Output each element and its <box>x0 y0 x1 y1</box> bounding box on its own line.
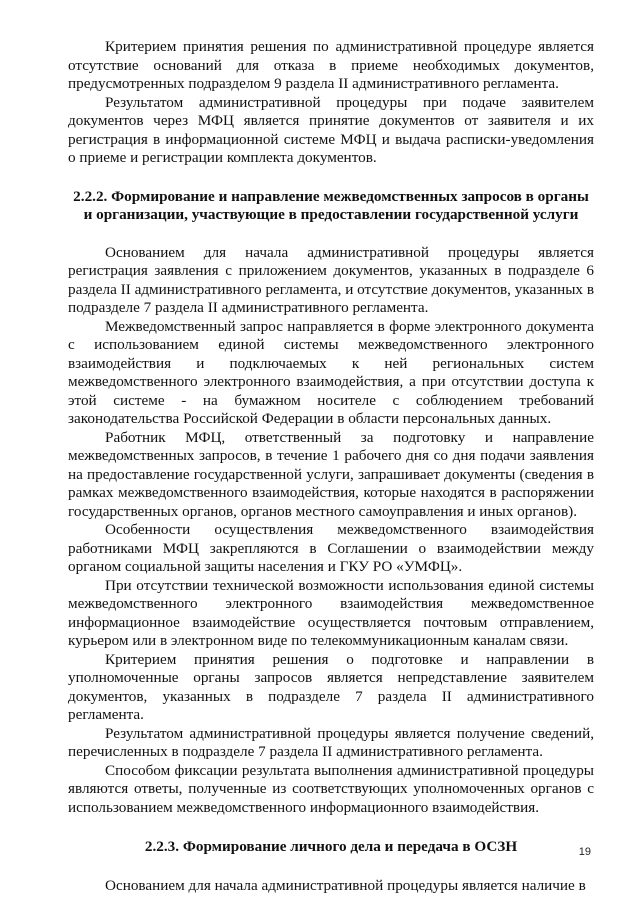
document-page <box>68 38 594 895</box>
paragraph: Результатом административной процедуры при подаче заявителем документов через МФЦ является принятие документов от заявителя и их регистрация в информационной системе МФЦ и выдача расписки-уведомления о приеме и регистрации комплекта документов. <box>68 93 594 166</box>
paragraph: Критерием принятия решения о подготовке и направлении в уполномоченные органы запросов является непредставление заявителем документов, указанных в подразделе 7 раздела II административного регламента. <box>68 650 594 723</box>
paragraph: Основанием для начала административной процедуры является регистрация заявления с приложением документов, указанных в подразделе 6 раздела II административного регламента, и отсутствие документов, указанных в подразделе 7 раздела II административного регламента. <box>68 243 594 316</box>
paragraph: Основанием для начала административной процедуры является наличие в <box>105 876 586 894</box>
paragraph: При отсутствии технической возможности использования единой системы межведомственного электронного взаимодействия межведомственное информационное взаимодействие осуществляется почтовым отправлением, курьером или в электронном виде по телекоммуникационным каналам связи. <box>68 576 594 649</box>
paragraph: Работник МФЦ, ответственный за подготовку и направление межведомственных запросов, в течение 1 рабочего дня со дня подачи заявления на предоставление государственной услуги, запрашивает документы (сведения в рамках межведомственного взаимодействия, которые находятся в распоряжении государственных органов, органов местного самоуправления и иных органов). <box>68 428 594 520</box>
section-heading-2-2-3: 2.2.3. Формирование личного дела и передача в ОСЗН <box>144 838 518 855</box>
page-number: 19 <box>578 846 591 858</box>
paragraph: Критерием принятия решения по административной процедуре является отсутствие оснований для отказа в приеме необходимых документов, предусмотренных подразделом 9 раздела II административного регламента. <box>68 38 594 92</box>
section-heading-2-2-2: 2.2.2. Формирование и направление межведомственных запросов в органы и организации, участвующие в предоставлении государственной услуги <box>73 187 589 223</box>
paragraph: Межведомственный запрос направляется в форме электронного документа с использованием единой системы межведомственного электронного взаимодействия и подключаемых к ней региональных систем межведомственного электронного взаимодействия, а при отсутствии доступа к этой системе - на бумажном носителе с соблюдением требований законодательства Российской Федерации в области персональных данных. <box>68 317 594 427</box>
paragraph: Особенности осуществления межведомственного взаимодействия работниками МФЦ закрепляются в Соглашении о взаимодействии между органом социальной защиты населения и ГКУ РО «УМФЦ». <box>68 521 594 575</box>
paragraph: Способом фиксации результата выполнения административной процедуры являются ответы, полученные из соответствующих уполномоченных органов с использованием межведомственного информационного взаимодействия. <box>68 761 594 816</box>
paragraph: Результатом административной процедуры является получение сведений, перечисленных в подразделе 7 раздела II административного регламента. <box>68 724 594 760</box>
